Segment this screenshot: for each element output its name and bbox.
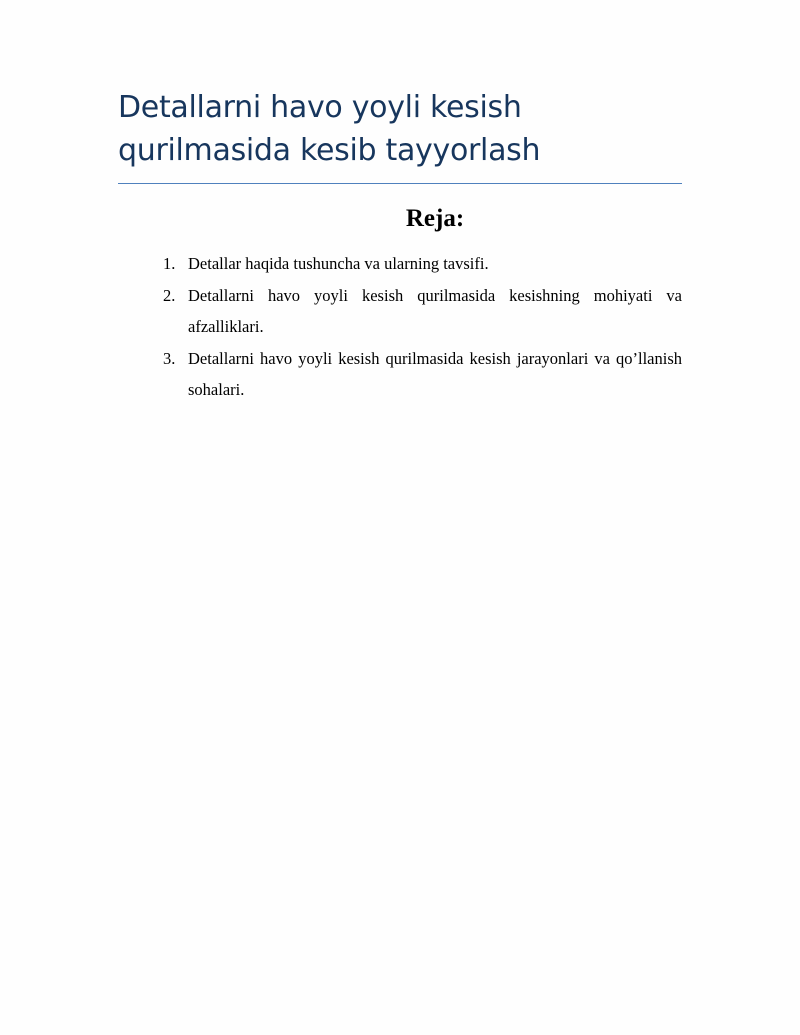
plan-item-number: 1.	[163, 254, 176, 273]
document-title: Detallarni havo yoyli kesish qurilmasida kesib tayyorlash	[118, 90, 541, 168]
plan-item-number: 3.	[163, 348, 176, 368]
plan-list	[163, 248, 682, 406]
plan-list-item	[163, 343, 682, 406]
plan-list-item	[163, 280, 682, 343]
plan-item-number: 2.	[163, 285, 176, 305]
plan-heading: Reja:	[405, 205, 465, 232]
title-underline-rule	[118, 183, 682, 184]
plan-item-text: Detallarni havo yoyli kesish qurilmasida kesishning mohiyati va afzalliklari.	[188, 285, 682, 336]
plan-list-item	[163, 248, 682, 280]
plan-item-text: Detallar haqida tushuncha va ularning tavsifi.	[188, 254, 489, 273]
plan-item-text: Detallarni havo yoyli kesish qurilmasida kesish jarayonlari va qo’llanish sohalari.	[188, 348, 682, 399]
